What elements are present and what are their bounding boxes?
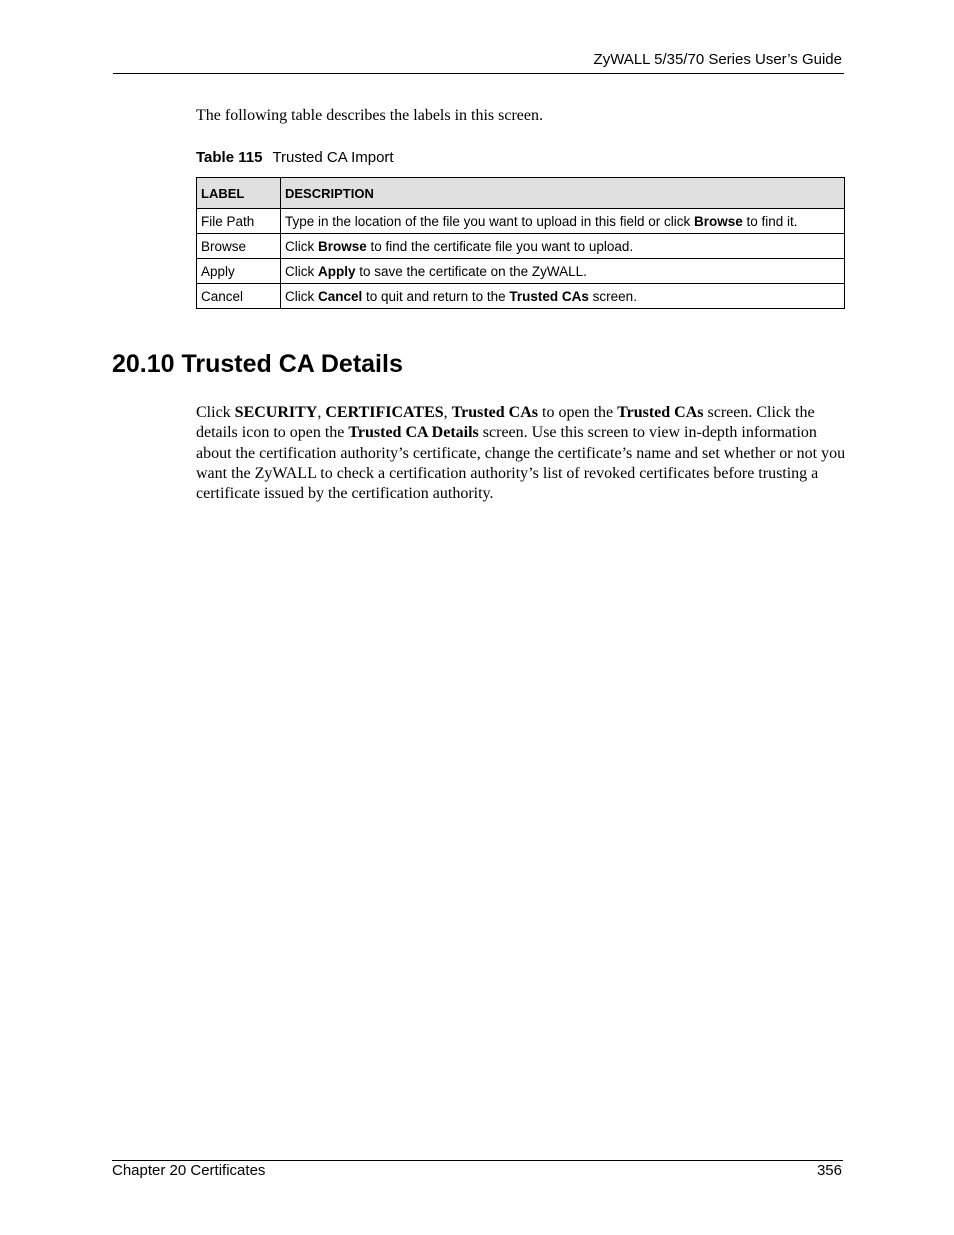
table-header-row [197,178,845,209]
text-run: to quit and return to the [362,288,510,304]
footer-chapter: Chapter 20 Certificates [112,1162,266,1179]
bold-term: Trusted CA Details [348,424,479,442]
header-label: LABEL [197,178,281,209]
text-run: screen. Use this screen to view in-depth information about the certification authority’s certificate, change the certificate’s name and set whether or not you want the ZyWALL to check a certification authority’s list of revoked certificates before trusting a certificate issued by the certification authority. [196,424,846,503]
table-caption [196,149,394,166]
cell-description [281,234,845,259]
cell-description [281,284,845,309]
intro-text: The following table describes the labels in this screen. [196,107,544,124]
section-heading: 20.10 Trusted CA Details [112,350,403,378]
bold-term: Trusted CAs [451,404,539,421]
text-run: screen. [588,288,637,304]
text-run: Type in the location of the file you want to upload in this field or click [285,213,694,229]
text-run: Click [196,404,235,421]
text-run: Click [285,238,318,254]
table-body [197,209,845,309]
cell-label: File Path [197,209,281,234]
bold-term: Trusted CAs [617,404,704,421]
table-row [197,259,845,284]
cell-label: Browse [197,234,281,259]
bold-term: Browse [318,238,367,254]
bold-term: CERTIFICATES [325,404,444,421]
running-header: ZyWALL 5/35/70 Series User’s Guide [593,51,842,68]
text-run: Click [285,288,318,304]
bold-term: Cancel [318,288,363,304]
bold-term: Apply [318,263,356,279]
text-run: Click [285,263,318,279]
table-row [197,209,845,234]
footer-rule [112,1160,843,1161]
label-description-table [196,177,845,309]
bold-term: SECURITY [234,404,318,421]
table-caption-number: Table 115 [196,149,263,166]
cell-description [281,259,845,284]
text-run: to find the certificate file you want to upload. [366,238,634,254]
text-run: to save the certificate on the ZyWALL. [355,263,587,279]
cell-label: Cancel [197,284,281,309]
text-run: to open the [538,404,618,421]
text-run: to find it. [742,213,798,229]
section-paragraph [196,403,846,504]
table-caption-title: Trusted CA Import [272,149,394,166]
text-run: , [317,404,326,421]
header-description: DESCRIPTION [281,178,845,209]
header-rule [113,73,844,74]
cell-description [281,209,845,234]
text-run: , [443,404,452,421]
bold-term: Browse [693,213,743,229]
cell-label: Apply [197,259,281,284]
table-row [197,284,845,309]
page-number: 356 [816,1162,842,1179]
bold-term: Trusted CAs [509,288,589,304]
text-run: screen. Click the details icon to open the [196,404,815,442]
table-row [197,234,845,259]
